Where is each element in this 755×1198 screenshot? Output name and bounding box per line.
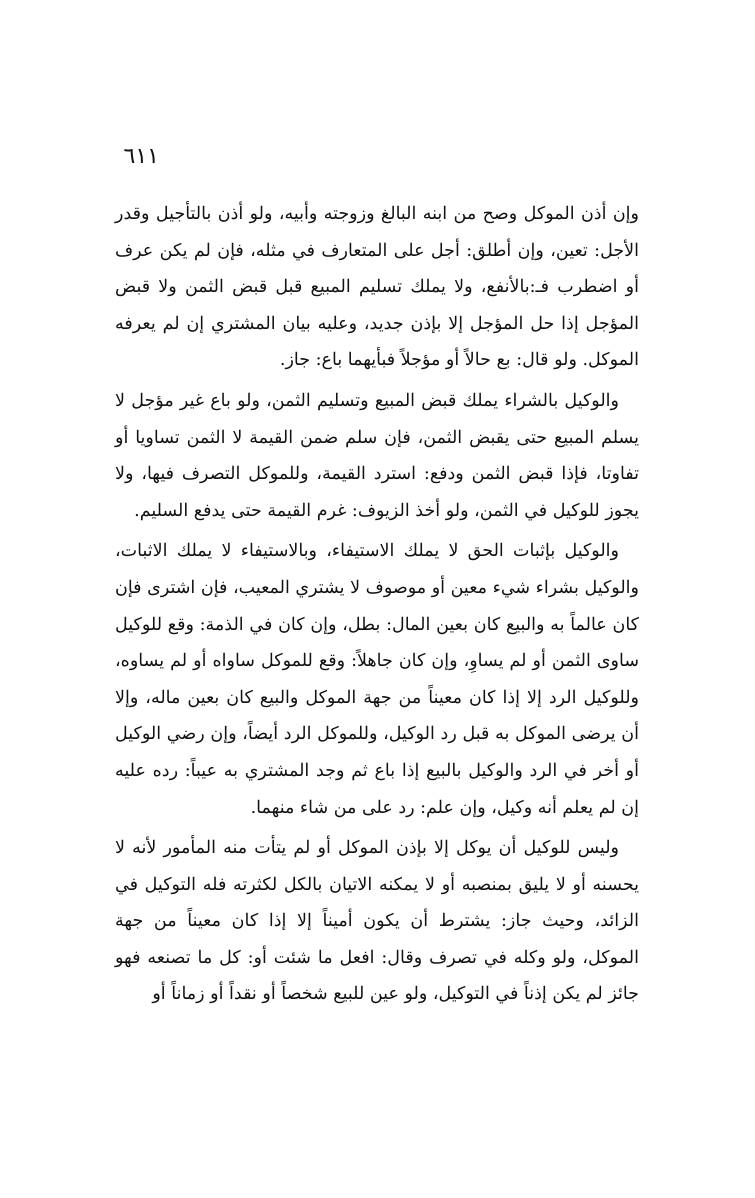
paragraph-sub-delegation: وليس للوكيل أن يوكل إلا بإذن الموكل أو لم يتأت منه المأمور لأنه لا يحسنه أو لا يليق بمنصبه أو لا يمكنه الاتيان بالكل لكثرته فله التوكيل في الزائد، وحيث جاز: يشترط أن يكون أميناً إلا إذا كان معيناً من جهة الموكل، ولو وكله في تصرف وقال: افعل ما شئت أو: كل ما تصنعه فهو جائز لم يكن إذناً في التوكيل، ولو عين للبيع شخصاً أو نقداً أو زماناً أو — [115, 838, 639, 1005]
paragraph-proof-and-defects: والوكيل بإثبات الحق لا يملك الاستيفاء، وبالاستيفاء لا يملك الاثبات، والوكيل بشراء شيء معين أو موصوف لا يشتري المعيب، فإن اشترى فإن كان عالماً به والبيع كان بعين المال: بطل، وإن كان في الذمة: وقع للوكيل ساوى الثمن أو لم يساوِ، وإن كان جاهلاً: وقع للموكل ساواه أو لم يساوه، وللوكيل الرد إلا إذا كان معيناً من جهة الموكل والبيع كان بعين ماله، وإلا أن يرضى الموكل به قبل رد الوكيل، وللموكل الرد أيضاً، وإن رضي الوكيل أو أخر في الرد والوكيل بالبيع إذا باع ثم وجد المشتري به عيباً: رده عليه إن لم يعلم أنه وكيل، وإن علم: رد على من شاء منهما. — [115, 541, 639, 818]
paragraph-deferred-payment: وإن أذن الموكل وصح من ابنه البالغ وزوجته وأبيه، ولو أذن بالتأجيل وقدر الأجل: تعين، وإن أطلق: أجل على المتعارف في مثله، فإن لم يكن عرف أو اضطرب فـ:بالأنفع، ولا يملك تسليم المبيع قبل قبض الثمن ولا قبض المؤجل إذا حل المؤجل إلا بإذن جديد، وعليه بيان المشتري إن لم يعرفه الموكل. ولو قال: بع حالاً أو مؤجلاً فبأيهما باع: جاز. — [115, 204, 639, 371]
page-body — [115, 196, 639, 1017]
paragraph-purchase-agent: والوكيل بالشراء يملك قبض المبيع وتسليم الثمن، ولو باع غير مؤجل لا يسلم المبيع حتى يقبض الثمن، فإن سلم ضمن القيمة لا الثمن تساويا أو تفاوتا، فإذا قبض الثمن ودفع: استرد القيمة، وللموكل التصرف فيها، ولا يجوز للوكيل في الثمن، ولو أخذ الزيوف: غرم القيمة حتى يدفع السليم. — [115, 390, 639, 521]
page-number: ٦١١ — [123, 144, 159, 169]
